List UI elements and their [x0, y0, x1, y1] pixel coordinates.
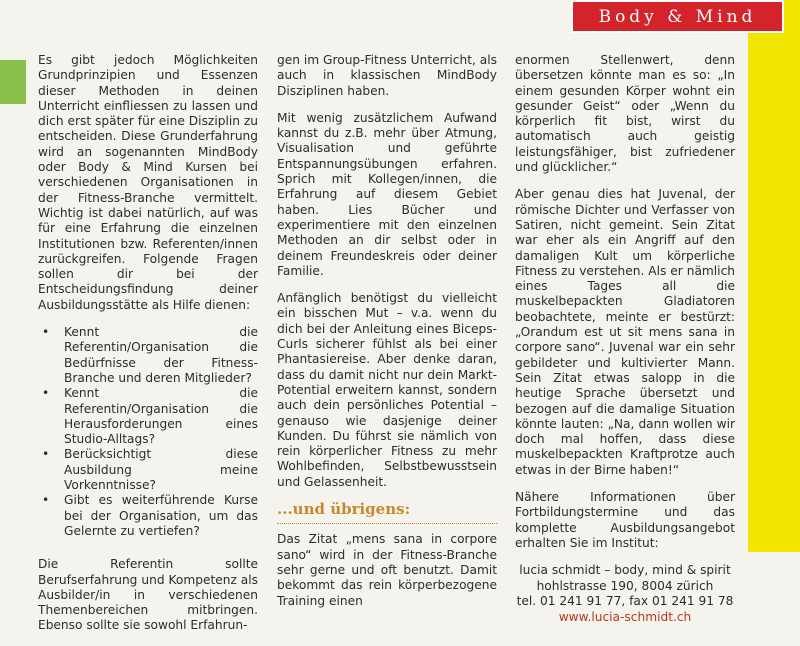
- question-text: Kennt die Referentin/Organisation die Herausforderungen eines Studio-Alltags?: [64, 386, 258, 447]
- question-item: [38, 447, 258, 493]
- col1-paragraph-1: Es gibt jedoch Möglichkeiten Grundprinzipien und Essenzen dieser Methoden in deinen Unterricht einfliessen zu lassen und dich erst später für eine Disziplin zu entscheiden. Diese Grunderfahrung wird an sogenannten MindBody oder Body & Mind Kursen bei verschiedenen Organisationen in der Fitness-Branche vermittelt. Wichtig ist dabei natürlich, auf was für eine Erfahrung die einzelnen Institutionen bzw. Referenten/innen zurückgreifen. Folgende Fragen sollen dir bei der Entscheidungsfindung deiner Ausbildungsstätte als Hilfe dienen:: [38, 53, 258, 312]
- col3-paragraph-3: Nähere Informationen über Fortbildungstermine und das komplette Ausbildungsangebot erhalten Sie im Institut:: [515, 490, 735, 550]
- column-1: [38, 53, 258, 646]
- question-item: [38, 386, 258, 447]
- subheading-rule: [277, 523, 497, 524]
- contact-phone: tel. 01 241 91 77, fax 01 241 91 78: [516, 594, 734, 609]
- question-text: Berücksichtigt diese Ausbildung meine Vorkenntnisse?: [64, 447, 258, 493]
- contact-address: hohlstrasse 190, 8004 zürich: [536, 578, 714, 593]
- bullet-icon: •: [42, 493, 50, 508]
- question-item: [38, 325, 258, 386]
- column-3: [515, 53, 735, 625]
- col2-paragraph-3: Anfänglich benötigst du vielleicht ein bisschen Mut – v.a. wenn du dich bei der Anleitung eines Biceps-Curls sicherer fühlst als bei einer Phantasiereise. Aber denke daran, dass du damit nicht nur dein Markt-Potential erweitern kannst, sondern auch dein persönliches Potential – genauso wie dasjenige deiner Kunden. Du führst sie nämlich von rein körperlicher Fitness zu mehr Wohlbefinden, Selbstbewusstsein und Gelassenheit.: [277, 291, 497, 489]
- bullet-icon: •: [42, 325, 50, 340]
- section-header: [571, 0, 784, 33]
- question-text: Gibt es weiterführende Kurse bei der Organisation, um das Gelernte zu vertiefen?: [64, 493, 258, 538]
- website-link[interactable]: www.lucia-schmidt.ch: [558, 609, 692, 624]
- col3-paragraph-2: Aber genau dies hat Juvenal, der römische Dichter und Verfasser von Satiren, nicht gemeint. Sein Zitat war eher als ein Angriff auf den damaligen Kult um körperliche Fitness zu verstehen. Als er nämlich eines Tages all die muskelbepackten Gladiatoren beobachtete, meinte er bestürzt: „Orandum est ut sit mens sana in corpore sano“. Juvenal war ein sehr gebildeter und kultivierter Mann. Sein Zitat etwas salopp in die heutige Sprache übersetzt und bezogen auf die damalige Situation könnte lauten: „Na, dann wollen wir doch mal hoffen, dass diese muskelbepackten Kraftprotze auch etwas in der Birne haben!“: [515, 187, 735, 477]
- section-title: Body & Mind: [598, 6, 757, 27]
- green-marker: [0, 60, 26, 104]
- subheading: ...und übrigens:: [277, 500, 411, 519]
- bullet-icon: •: [42, 386, 50, 401]
- col1-paragraph-2: Die Referentin sollte Berufserfahrung und Kompetenz als Ausbilder/in in verschiedenen Themenbereichen mitbringen. Ebenso sollte sie sowohl Erfahrun-: [38, 557, 258, 633]
- col2-paragraph-4: Das Zitat „mens sana in corpore sano“ wird in der Fitness-Branche sehr gerne und oft benutzt. Damit bekommt das rein körperbezogene Training einen: [277, 532, 497, 608]
- col3-paragraph-1: enormen Stellenwert, denn übersetzen könnte man es so: „In einem gesunden Körper wohnt ein gesunder Geist“ oder „Wenn du körperlich fit bist, wirst du automatisch auch geistig leistungsfähiger, bist zufriedener und glücklicher.“: [515, 53, 735, 175]
- bullet-icon: •: [42, 447, 50, 462]
- contact-block: [515, 563, 735, 625]
- question-list: [38, 325, 258, 539]
- col2-paragraph-1: gen im Group-Fitness Unterricht, als auch in klassischen MindBody Disziplinen haben.: [277, 53, 497, 98]
- yellow-side-band: [748, 0, 800, 552]
- column-2: [277, 53, 497, 621]
- contact-name: lucia schmidt – body, mind & spirit: [519, 563, 731, 578]
- col2-paragraph-2: Mit wenig zusätzlichem Aufwand kannst du z.B. mehr über Atmung, Visualisation und geführte Entspannungsübungen erfahren. Sprich mit Kollegen/innen, die Erfahrung auf diesem Gebiet haben. Lies Bücher und experimentiere mit den einzelnen Methoden an dir selbst oder in deinem Freundeskreis oder deiner Familie.: [277, 110, 497, 278]
- question-item: [38, 493, 258, 539]
- question-text: Kennt die Referentin/Organisation die Bedürfnisse der Fitness-Branche und deren Mitglieder?: [64, 325, 258, 385]
